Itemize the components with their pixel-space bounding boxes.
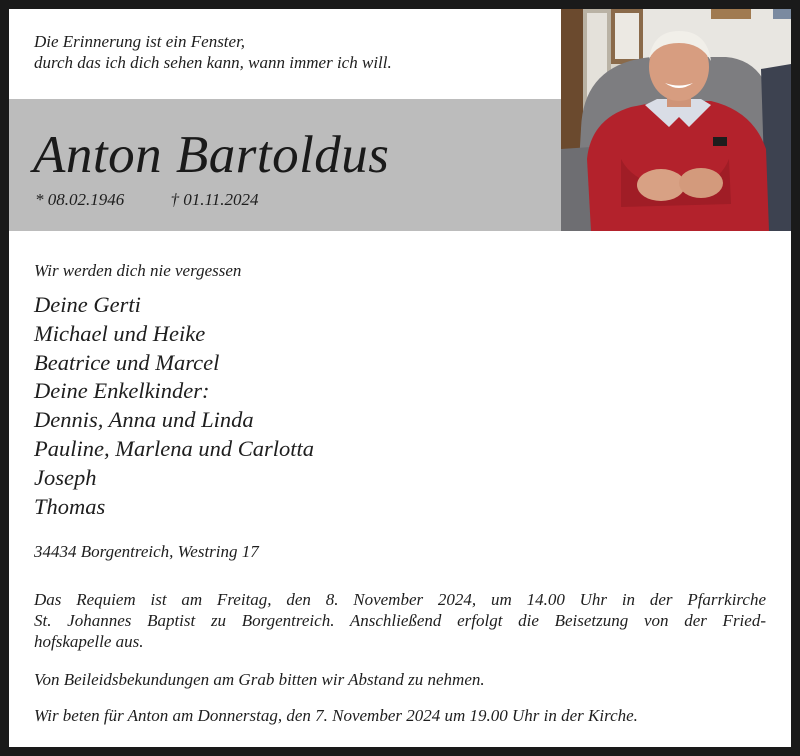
quote-line: durch das ich dich sehen kann, wann immer ich will. [34, 53, 392, 72]
requiem-line: Das Requiem ist am Freitag, den 8. November 2024, um 14.00 Uhr in der Pfarrkirche [34, 590, 766, 609]
memorial-quote [34, 31, 392, 73]
mourner-name: Dennis, Anna und Linda [34, 407, 254, 433]
condolence-notice [34, 669, 766, 690]
portrait-photo [561, 9, 791, 231]
life-dates [35, 190, 259, 210]
death-date: † 01.11.2024 [170, 190, 259, 209]
condolence-text: Von Beileidsbekundungen am Grab bitten wir Abstand zu nehmen. [34, 670, 485, 689]
birth-date: * 08.02.1946 [35, 190, 125, 209]
requiem-line: hofskapelle aus. [34, 632, 144, 651]
prayer-notice [34, 705, 766, 726]
mourner-name: Beatrice und Marcel [34, 349, 220, 375]
mourner-name: Deine Enkelkinder: [34, 378, 210, 404]
mourner-name: Deine Gerti [34, 292, 141, 317]
family-address: 34434 Borgentreich, Westring 17 [34, 542, 259, 561]
mourner-name: Thomas [34, 493, 106, 519]
quote-line: Die Erinnerung ist ein Fenster, [34, 32, 246, 51]
mourner-name: Pauline, Marlena und Carlotta [34, 435, 314, 461]
mourners-list [34, 291, 314, 521]
prayer-text: Wir beten für Anton am Donnerstag, den 7. November 2024 um 19.00 Uhr in der Kirche. [34, 706, 638, 725]
requiem-line: St. Johannes Baptist zu Borgentreich. Anschließend erfolgt die Beisetzung von der Fried- [34, 611, 766, 630]
mourner-name: Joseph [34, 464, 97, 490]
requiem-notice [34, 589, 766, 652]
mourner-name: Michael und Heike [34, 320, 206, 346]
mourners-heading: Wir werden dich nie vergessen [34, 261, 242, 280]
name-band [9, 99, 561, 231]
deceased-name: Anton Bartoldus [33, 126, 390, 184]
